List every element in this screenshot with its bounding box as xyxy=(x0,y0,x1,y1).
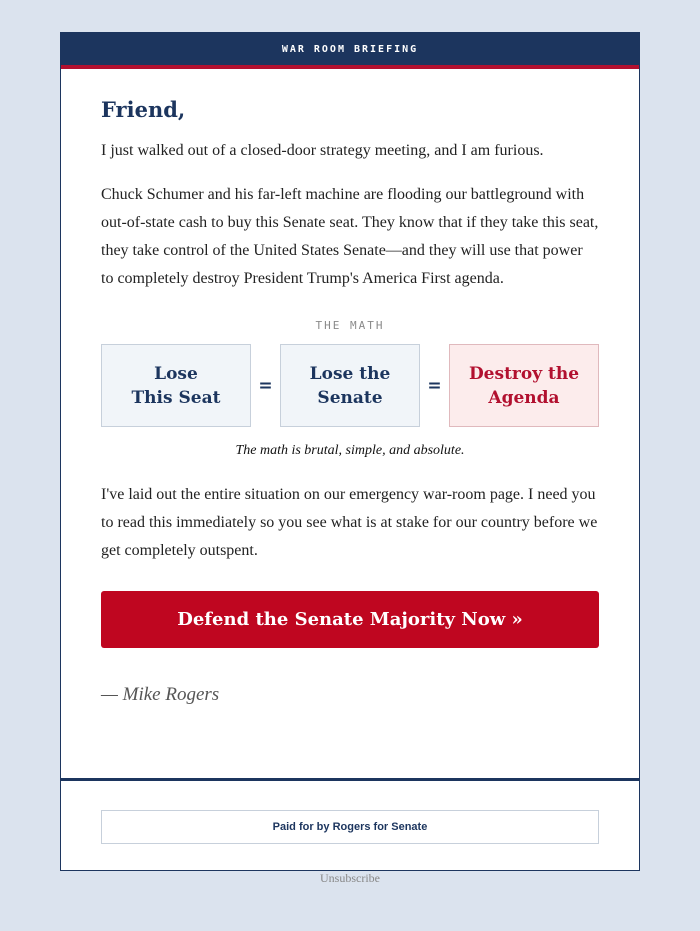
equals-sign: = xyxy=(258,375,273,396)
signature: — Mike Rogers xyxy=(101,684,220,705)
paragraph-call: I've laid out the entire situation on our emergency war-room page. I need you to read this immediately so you see what is at stake for our country before we get completely outspent. xyxy=(101,486,598,559)
greeting: Friend, xyxy=(101,97,186,122)
email-card xyxy=(60,32,640,871)
email-body xyxy=(61,95,639,706)
unsubscribe-link[interactable]: Unsubscribe xyxy=(320,871,380,885)
header-title: WAR ROOM BRIEFING xyxy=(281,43,419,55)
math-box-line: Senate xyxy=(317,387,383,408)
math-caption: The math is brutal, simple, and absolute. xyxy=(235,443,465,458)
equals-sign: = xyxy=(427,375,442,396)
math-box-line: Lose the xyxy=(309,363,391,384)
math-box-lose-seat xyxy=(101,344,251,427)
defend-senate-button[interactable]: Defend the Senate Majority Now » xyxy=(101,591,599,648)
paid-for-disclaimer: Paid for by Rogers for Senate xyxy=(101,810,599,844)
math-label: THE MATH xyxy=(315,319,385,332)
math-box-line: Destroy the xyxy=(468,363,580,384)
math-box-line: This Seat xyxy=(131,387,221,408)
paragraph-main: Chuck Schumer and his far-left machine are flooding our battleground with out-of-state cash to buy this Senate seat. They know that if they take this seat, they take control of the United States Senate—and they will use that power to completely destroy President Trump's America First agenda. xyxy=(101,186,599,287)
math-box-line: Lose xyxy=(154,363,198,384)
paragraph-intro: I just walked out of a closed-door strategy meeting, and I am furious. xyxy=(101,142,544,159)
math-box-destroy-agenda xyxy=(449,344,599,427)
math-box-line: Agenda xyxy=(488,387,560,408)
email-footer xyxy=(61,778,639,870)
math-box-lose-senate xyxy=(280,344,420,427)
math-equation xyxy=(101,344,599,427)
email-header xyxy=(61,33,639,69)
